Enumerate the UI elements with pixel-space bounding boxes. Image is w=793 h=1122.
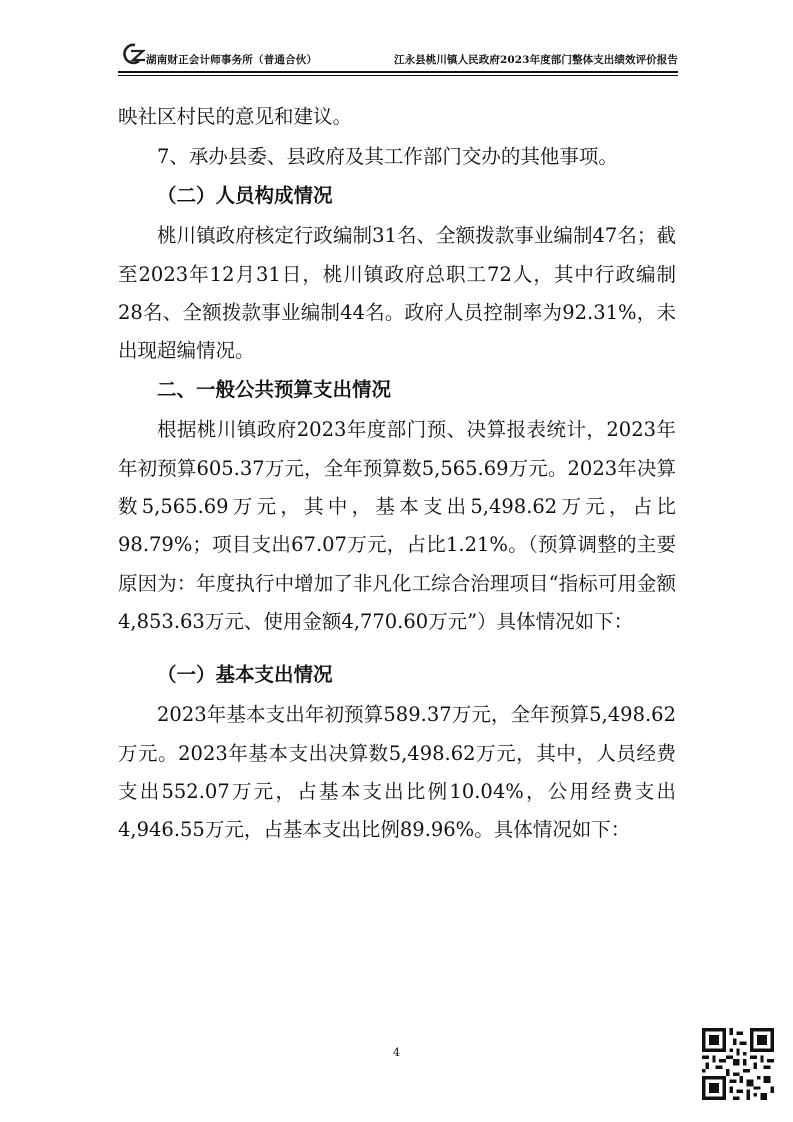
paragraph-item-7: 7、承办县委、县政府及其工作部门交办的其他事项。 xyxy=(157,145,618,169)
document-body xyxy=(118,98,676,850)
page-header xyxy=(118,38,678,68)
section-heading-budget: 二、一般公共预算支出情况 xyxy=(157,377,392,401)
paragraph-basic: 2023年基本支出年初预算589.37万元，全年预算5,498.62万元。2023年基本支出决算数5,498.62万元，其中，人员经费支出552.07万元，占基本支出比例10.04%，公用经费支出4,946.55万元，占基本支出比例89.96%。具体情况如下： xyxy=(118,703,676,842)
report-title: 江永县桃川镇人民政府2023年度部门整体支出绩效评价报告 xyxy=(393,54,678,66)
header-rule-thin xyxy=(118,75,678,76)
qr-code-icon xyxy=(702,1028,774,1100)
firm-name: 湖南财正会计师事务所（普通合伙） xyxy=(146,54,318,66)
section-heading-basic: （一）基本支出情况 xyxy=(157,662,333,686)
section-heading-staff: （二）人员构成情况 xyxy=(157,183,333,207)
page-number: 4 xyxy=(393,1046,400,1059)
paragraph-budget: 根据桃川镇政府2023年度部门预、决算报表统计，2023年年初预算605.37万元，全年预算数5,565.69万元。2023年决算数5,565.69万元，其中，基本支出5,498.62万元，占比98.79%；项目支出67.07万元，占比1.21%。（预算调整的主要原因为：年度执行中增加了非凡化工综合治理项目“指标可用金额4,853.63万元、使用金额4,770.60万元”）具体情况如下： xyxy=(118,418,676,634)
header-rule-thick xyxy=(118,71,678,73)
paragraph-continuation: 映社区村民的意见和建议。 xyxy=(118,105,353,128)
paragraph-staff: 桃川镇政府核定行政编制31名、全额拨款事业编制47名；截至2023年12月31日，桃川镇政府总职工72人，其中行政编制28名、全额拨款事业编制44名。政府人员控制率为92.31%，未出现超编情况。 xyxy=(118,224,676,363)
